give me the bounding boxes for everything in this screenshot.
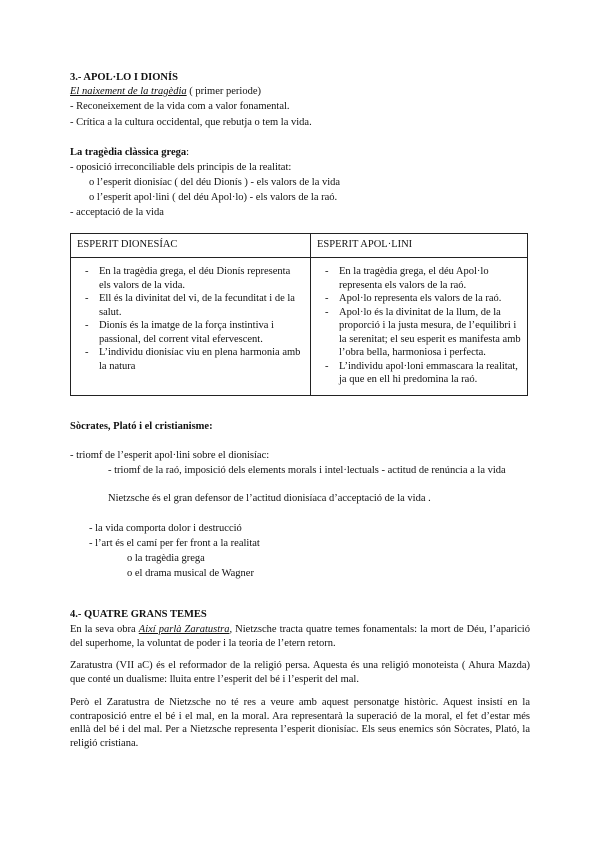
section-4-paragraph-1: [70, 623, 530, 650]
section-3-bullet-2: - Crítica a la cultura occidental, que rebutja o tem la vida.: [70, 117, 312, 128]
socrates-line-1: - triomf de l’esperit apol·lini sobre el dionisíac:: [70, 450, 270, 461]
list-item: - En la tragèdia grega, el déu Dionís representa els valors de la vida.: [77, 265, 304, 292]
p1-post: , Nietzsche tracta quatre temes fonamentals: la mort de Déu, l’aparició del superhome, la voluntat de poder i la teoria de l’etern retorn.: [70, 624, 530, 649]
socrates-line-3: - la vida comporta dolor i destrucció: [89, 523, 242, 534]
socrates-sub-item-2: o el drama musical de Wagner: [127, 568, 254, 579]
work-title: El naixement de la tragèdia: [70, 86, 187, 97]
list-item: - Apol·lo és la divinitat de la llum, de la proporció i la justa mesura, de l’equilibri i la serenitat; el seu esperit es manifesta amb l’obra bella, harmoniosa i perfecta.: [317, 306, 521, 360]
list-item: - Dionís és la imatge de la força instintiva i passional, del corrent vital efervescent.: [77, 319, 304, 346]
work-period: ( primer periode): [186, 86, 261, 97]
table-cell-dionysian: [71, 258, 311, 396]
comparison-table: [70, 233, 528, 396]
p1-pre: En la seva obra: [70, 624, 139, 635]
section-4-paragraph-3: Però el Zaratustra de Nietzsche no té res a veure amb aquest personatge històric. Aquest insistí en la contraposició entre el bé i el mal, en la moral. Ara representarà la superació de la moral, el fet d’estar més enllà del bé i del mal. Per a Nietzsche representa l’esperit dionisíac. Els seus enemics són Sòcrates, Plató, la religió cristiana.: [70, 697, 530, 749]
socrates-line-2: - triomf de la raó, imposició dels elements morals i intel·lectuals - actitud de renúncia a la vida: [108, 465, 506, 476]
section-3-subtitle: [70, 85, 261, 99]
greek-tragedy-sub-item-1: o l’esperit dionisíac ( del déu Dionís ) - els valors de la vida: [89, 177, 341, 188]
greek-tragedy-heading-text: La tragèdia clàssica grega: [70, 147, 187, 158]
list-item: - Ell és la divinitat del vi, de la fecunditat i de la salut.: [77, 292, 304, 319]
table-body-row: [71, 258, 528, 396]
list-item: - Apol·lo representa els valors de la raó.: [317, 292, 521, 306]
greek-tragedy-line-1: - oposició irreconciliable dels principis de la realitat:: [70, 162, 292, 173]
list-item: - En la tragèdia grega, el déu Apol·lo representa els valors de la raó.: [317, 265, 521, 292]
list-item: - L’individu dionisíac viu en plena harmonia amb la natura: [77, 346, 304, 373]
socrates-heading: Sòcrates, Plató i el cristianisme:: [70, 421, 213, 432]
section-4-paragraph-2: Zaratustra (VII aC) és el reformador de la religió persa. Aquesta és una religió monoteista ( Ahura Mazda) que conté un dualisme: lluita entre l’esperit del bé i l’esperit del mal.: [70, 660, 530, 685]
p1-work-title: Així parlà Zaratustra: [138, 624, 230, 635]
list-item: - L’individu apol·loni emmascara la realitat, ja que en ell hi predomina la raó.: [317, 360, 521, 387]
greek-tragedy-line-2: - acceptació de la vida: [70, 207, 164, 218]
table-header-dionysian: ESPERIT DIONESÍAC: [71, 234, 311, 258]
section-4-title: 4.- QUATRE GRANS TEMES: [70, 609, 207, 620]
table-header-row: [71, 234, 528, 258]
socrates-sub-item-1: o la tragèdia grega: [127, 553, 205, 564]
table-header-apollonian: ESPERIT APOL·LINI: [311, 234, 528, 258]
section-3-bullet-1: - Reconeixement de la vida com a valor fonamental.: [70, 101, 290, 112]
greek-tragedy-heading: [70, 146, 189, 160]
greek-tragedy-heading-suffix: :: [186, 147, 190, 158]
nietzsche-statement: Nietzsche és el gran defensor de l’actitud dionisíaca d’acceptació de la vida .: [108, 493, 431, 504]
socrates-line-4: - l’art és el camí per fer front a la realitat: [89, 538, 260, 549]
section-3-title: 3.- APOL·LO I DIONÍS: [70, 72, 178, 83]
greek-tragedy-sub-item-2: o l’esperit apol·lini ( del déu Apol·lo) - els valors de la raó.: [89, 192, 338, 203]
table-cell-apollonian: [311, 258, 528, 396]
